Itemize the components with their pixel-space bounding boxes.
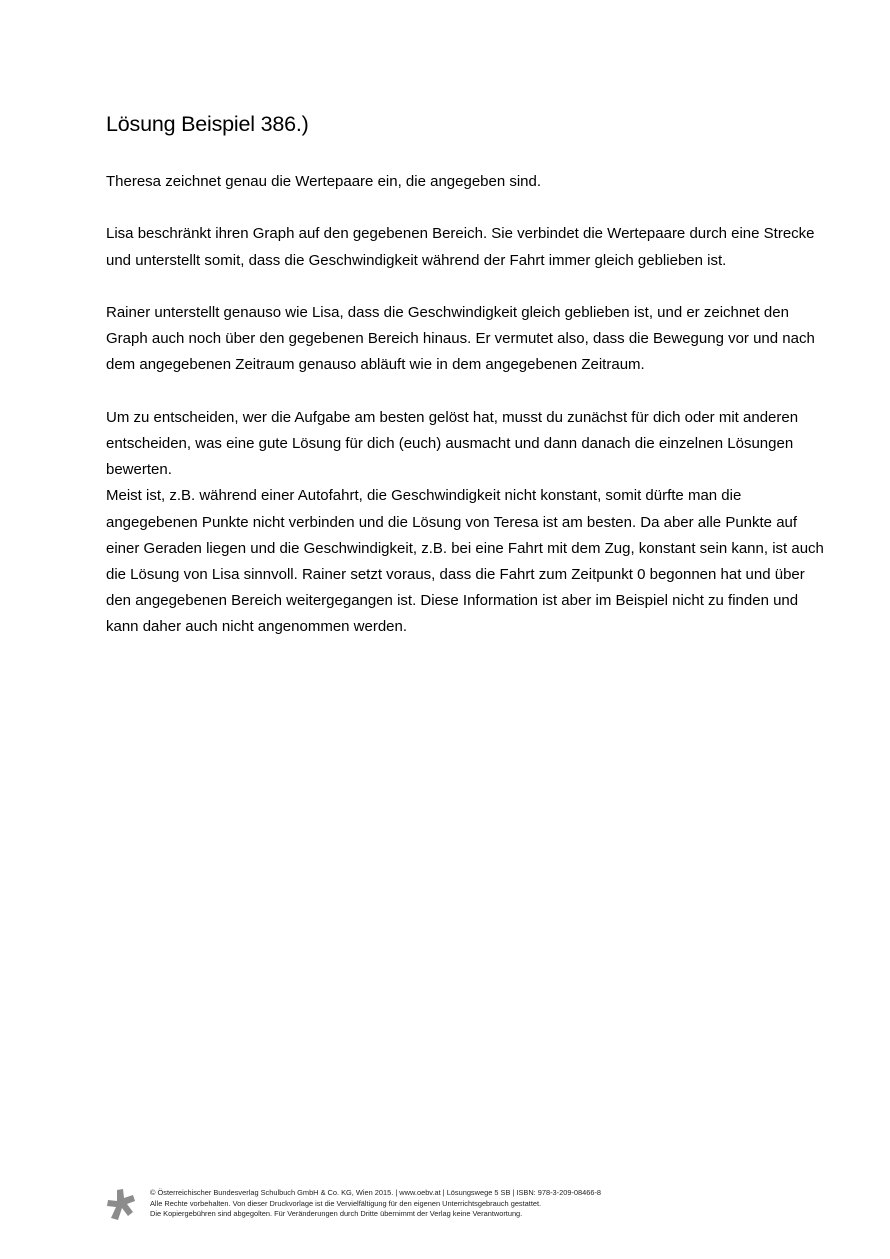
paragraph-lisa: [106, 221, 826, 273]
solution-text: [106, 169, 826, 641]
name-rainer: Rainer: [106, 303, 151, 321]
text-rainer: unterstellt genauso wie Lisa, dass die Geschwindigkeit gleich geblieben ist, und er zeichnet den Graph auch noch über den gegebenen Bereich hinaus. Er vermutet also, dass die Bewegung vor und nach dem angegebenen Zeitraum genauso abläuft wie in dem angegebenen Zeitraum.: [106, 303, 815, 374]
paragraph-theresa: [106, 169, 826, 195]
page-title: Lösung Beispiel 386.): [106, 112, 309, 136]
copyright-line: © Österreichischer Bundesverlag Schulbuch GmbH & Co. KG, Wien 2015. | www.oebv.at | Lösungswege 5 SB | ISBN: 978-3-209-08466-8: [150, 1188, 602, 1197]
paragraph-decision: Um zu entscheiden, wer die Aufgabe am besten gelöst hat, musst du zunächst für dich oder mit anderen entscheiden, was eine gute Lösung für dich (euch) ausmacht und dann danach die einzelnen Lösungen bewerten.: [106, 408, 799, 479]
name-lisa: Lisa: [106, 225, 134, 243]
paragraph-rainer: [106, 300, 826, 379]
name-theresa: Theresa: [106, 173, 162, 190]
publisher-logo-icon: [106, 1189, 136, 1221]
copyright-notice: [150, 1188, 601, 1220]
rights-line: Alle Rechte vorbehalten. Von dieser Druckvorlage ist die Vervielfältigung für den eigenen Unterrichtsgebrauch gestattet.: [150, 1198, 542, 1208]
fees-line: Die Kopiergebühren sind abgegolten. Für Veränderungen durch Dritte übernimmt der Verlag keine Verantwortung.: [150, 1209, 523, 1219]
text-theresa: zeichnet genau die Wertepaare ein, die angegeben sind.: [161, 173, 542, 190]
paragraph-conclusion: Meist ist, z.B. während einer Autofahrt, die Geschwindigkeit nicht konstant, somit dürfte man die angegebenen Punkte nicht verbinden und die Lösung von Teresa ist am besten. Da aber alle Punkte auf einer Geraden liegen und die Geschwindigkeit, z.B. bei eine Fahrt mit dem Zug, konstant sein kann, ist auch die Lösung von Lisa sinnvoll. Rainer setzt voraus, dass die Fahrt zum Zeitpunkt 0 begonnen hat und über den angegebenen Bereich weitergegangen ist. Diese Information ist aber im Beispiel nicht zu finden und kann daher auch nicht angenommen werden.: [106, 487, 824, 636]
text-lisa: beschränkt ihren Graph auf den gegebenen Bereich. Sie verbindet die Wertepaare durch eine Strecke und unterstellt somit, dass die Geschwindigkeit während der Fahrt immer gleich geblieben ist.: [106, 225, 815, 269]
page-footer: [106, 1188, 806, 1228]
